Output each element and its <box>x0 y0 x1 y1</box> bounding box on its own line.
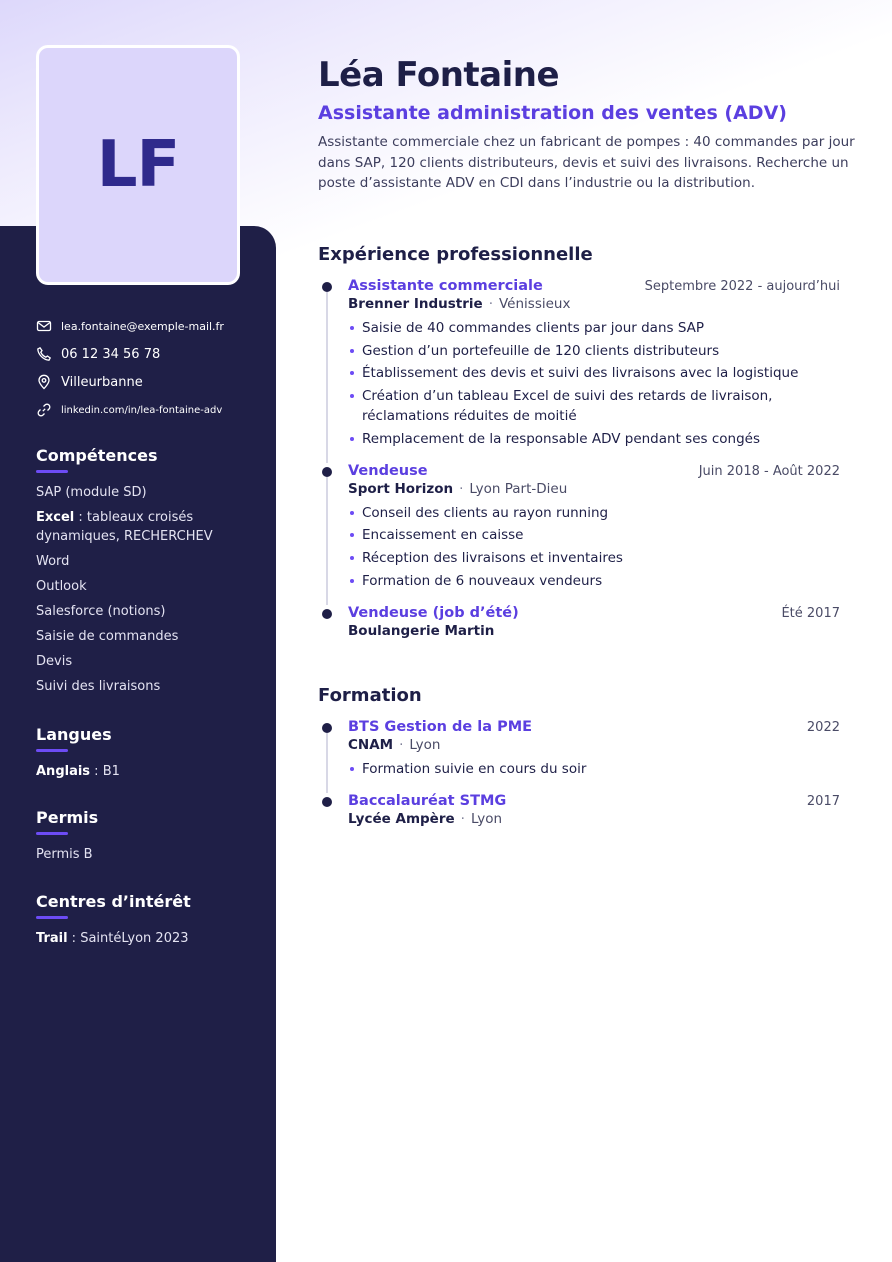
entry-location: Lyon <box>409 737 441 753</box>
entry-org: Sport Horizon <box>348 480 454 497</box>
interests-title: Centres d’intérêt <box>36 892 191 911</box>
contact-email[interactable] <box>36 312 268 340</box>
list-item: Création d’un tableau Excel de suivi des retards de livraison, réclamations réduites de moitié <box>348 386 840 426</box>
interests-section <box>36 892 256 954</box>
education-entry <box>318 719 840 779</box>
skills-underline <box>36 470 68 473</box>
entry-org-line <box>348 481 840 497</box>
timeline-dot <box>322 609 332 619</box>
mail-icon <box>36 318 52 334</box>
entry-role: Assistante commerciale <box>348 278 543 294</box>
experience-title: Expérience professionnelle <box>318 244 593 265</box>
skill-item: Salesforce (notions) <box>36 604 166 619</box>
separator-dot: · <box>459 480 464 497</box>
license-title: Permis <box>36 808 99 827</box>
interest-item <box>36 929 256 948</box>
profile-role: Assistante administration des ventes (ADV) <box>318 102 787 124</box>
entry-bullets <box>348 759 840 779</box>
entry-role: BTS Gestion de la PME <box>348 719 533 735</box>
entry-location: Vénissieux <box>498 296 571 312</box>
timeline-dot <box>322 797 332 807</box>
list-item: Formation suivie en cours du soir <box>348 759 840 779</box>
skill-item <box>36 508 256 546</box>
entry-date: 2022 <box>806 720 840 735</box>
timeline-dot <box>322 723 332 733</box>
entry-location: Lyon Part-Dieu <box>469 480 568 497</box>
languages-title: Langues <box>36 725 112 744</box>
interest-detail: : SaintéLyon 2023 <box>67 931 189 946</box>
timeline-line <box>326 477 328 605</box>
list-item: Remplacement de la responsable ADV pendant ses congés <box>348 429 840 449</box>
entry-role: Vendeuse (job d’été) <box>348 604 519 621</box>
entry-date: Juin 2018 - Août 2022 <box>698 463 840 479</box>
entry-bullets <box>348 318 840 449</box>
entry-org: Brenner Industrie <box>348 296 483 312</box>
experience-entry <box>318 278 840 449</box>
entry-org: Lycée Ampère <box>348 811 455 827</box>
timeline-line <box>326 733 328 793</box>
skill-item: Suivi des livraisons <box>36 679 161 694</box>
language-level: : B1 <box>90 764 120 779</box>
entry-role: Vendeuse <box>348 462 428 479</box>
contact-list <box>36 312 268 424</box>
skills-title: Compétences <box>36 446 158 465</box>
email-text: lea.fontaine@exemple-mail.fr <box>61 319 224 333</box>
skill-label: Excel <box>36 510 75 525</box>
timeline-dot <box>322 282 332 292</box>
entry-org-line <box>348 296 840 312</box>
list-item: Conseil des clients au rayon running <box>348 503 840 523</box>
list-item: Réception des livraisons et inventaires <box>348 548 840 568</box>
interest-label: Trail <box>36 931 68 946</box>
entry-date: 2017 <box>806 794 840 809</box>
contact-linkedin[interactable] <box>36 396 268 424</box>
entry-org-line <box>348 811 840 827</box>
skill-detail: : tableaux croisés dynamiques, RECHERCHEV <box>36 510 213 544</box>
education-entry <box>318 793 840 827</box>
contact-city <box>36 368 268 396</box>
skill-item: Outlook <box>36 579 87 594</box>
city-text: Villeurbanne <box>61 374 143 390</box>
location-pin-icon <box>36 374 52 390</box>
list-item: Formation de 6 nouveaux vendeurs <box>348 571 840 591</box>
contact-phone[interactable] <box>36 340 268 368</box>
entry-role: Baccalauréat STMG <box>348 793 507 809</box>
experience-timeline <box>318 278 840 639</box>
entry-location: Lyon <box>470 811 503 827</box>
interests-underline <box>36 916 68 919</box>
linkedin-text: linkedin.com/in/lea-fontaine-adv <box>61 404 223 416</box>
separator-dot: · <box>460 811 465 827</box>
entry-org-line <box>348 623 840 639</box>
license-underline <box>36 832 68 835</box>
language-item <box>36 762 256 781</box>
skill-item: Word <box>36 554 70 569</box>
entry-bullets <box>348 503 840 591</box>
entry-date: Septembre 2022 - aujourd’hui <box>644 279 840 294</box>
list-item: Saisie de 40 commandes clients par jour dans SAP <box>348 318 840 338</box>
separator-dot: · <box>399 737 404 753</box>
experience-entry <box>318 605 840 639</box>
profile-summary: Assistante commerciale chez un fabricant de pompes : 40 commandes par jour dans SAP, 120 clients distributeurs, devis et suivi des livraisons. Recherche un poste d’assistante ADV en CDI dans l’industrie ou la distribution. <box>318 134 855 191</box>
separator-dot: · <box>488 296 493 312</box>
skill-item: Saisie de commandes <box>36 629 179 644</box>
license-section <box>36 808 256 870</box>
timeline-line <box>326 292 328 463</box>
phone-text: 06 12 34 56 78 <box>61 346 161 362</box>
profile-name: Léa Fontaine <box>318 55 560 95</box>
languages-underline <box>36 749 68 752</box>
experience-entry <box>318 463 840 591</box>
languages-section <box>36 725 256 787</box>
link-icon <box>36 402 52 418</box>
entry-org: Boulangerie Martin <box>348 622 495 639</box>
skill-item: Devis <box>36 654 73 669</box>
list-item: Encaissement en caisse <box>348 525 840 545</box>
entry-date: Été 2017 <box>781 605 840 621</box>
profile-header <box>318 54 858 194</box>
skills-section <box>36 446 256 702</box>
license-item: Permis B <box>36 847 93 862</box>
timeline-dot <box>322 467 332 477</box>
skill-item: SAP (module SD) <box>36 485 147 500</box>
education-title: Formation <box>318 685 422 706</box>
list-item: Gestion d’un portefeuille de 120 clients distributeurs <box>348 341 840 361</box>
entry-org-line <box>348 737 840 753</box>
phone-icon <box>36 346 52 362</box>
education-timeline <box>318 719 840 827</box>
language-label: Anglais <box>36 764 91 779</box>
avatar-initials: LF <box>96 128 180 202</box>
entry-org: CNAM <box>348 737 394 753</box>
avatar <box>36 45 240 285</box>
list-item: Établissement des devis et suivi des livraisons avec la logistique <box>348 363 840 383</box>
